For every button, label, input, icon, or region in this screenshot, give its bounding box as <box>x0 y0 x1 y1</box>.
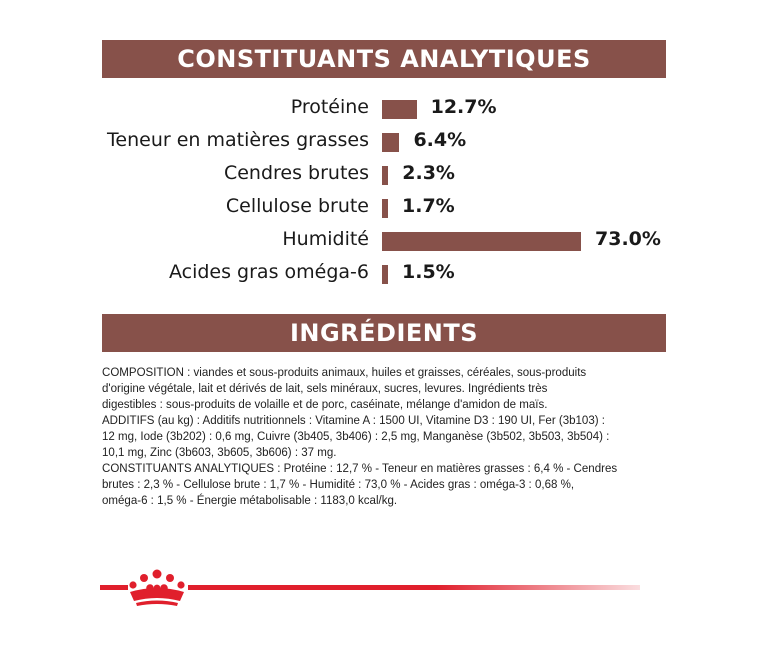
footer-divider-right <box>188 585 640 590</box>
analytics-label: Cellulose brute <box>225 195 369 217</box>
analytics-bar <box>382 100 417 119</box>
analytics-value: 6.4% <box>413 129 467 151</box>
composition-line: digestibles : sous-produits de volaille et de porc, caséinate, mélange d'amidon de maïs. <box>102 397 548 411</box>
analytics-row <box>0 94 778 124</box>
analytics-label: Humidité <box>282 228 369 250</box>
analytics-bar <box>382 265 388 284</box>
analytics-value: 73.0% <box>595 228 661 250</box>
analytics-row <box>0 193 778 223</box>
analytics-value: 1.5% <box>402 261 455 283</box>
analytics-row <box>0 160 778 190</box>
composition-line: brutes : 2,3 % - Cellulose brute : 1,7 % - Humidité : 73,0 % - Acides gras : oméga-3 : 0,68 %, <box>102 477 575 491</box>
analytics-label: Teneur en matières grasses <box>107 129 369 151</box>
analytics-bar <box>382 232 581 251</box>
analytics-row <box>0 259 778 289</box>
analytics-value: 1.7% <box>402 195 455 217</box>
composition-line: COMPOSITION : viandes et sous-produits animaux, huiles et graisses, céréales, sous-produits <box>102 365 587 379</box>
analytics-row <box>0 127 778 157</box>
analytics-value: 2.3% <box>402 162 455 184</box>
analytics-bar <box>382 199 388 218</box>
analytics-value: 12.7% <box>430 96 497 118</box>
composition-line: CONSTITUANTS ANALYTIQUES : Protéine : 12,7 % - Teneur en matières grasses : 6,4 % - Cendres <box>102 461 618 475</box>
analytics-bar <box>382 166 388 185</box>
composition-line: ADDITIFS (au kg) : Additifs nutritionnels : Vitamine A : 1500 UI, Vitamine D3 : 190 UI, Fer (3b103) : <box>102 413 605 427</box>
analytics-banner <box>102 40 666 78</box>
analytics-label: Cendres brutes <box>223 162 369 184</box>
composition-line: d'origine végétale, lait et dérivés de lait, sels minéraux, sucres, levures. Ingrédients très <box>102 381 548 395</box>
ingredients-banner <box>102 314 666 352</box>
composition-line: 10,1 mg, Zinc (3b603, 3b605, 3b606) : 37 mg. <box>102 445 337 459</box>
analytics-bar <box>382 133 399 152</box>
analytics-label: Acides gras oméga-6 <box>168 261 369 283</box>
composition-line: oméga-6 : 1,5 % - Énergie métabolisable : 1183,0 kcal/kg. <box>102 493 398 507</box>
analytics-title: CONSTITUANTS ANALYTIQUES <box>177 45 591 73</box>
analytics-row <box>0 226 778 256</box>
ingredients-title: INGRÉDIENTS <box>289 319 479 347</box>
analytics-label: Protéine <box>290 96 369 118</box>
royal-crown-icon <box>124 568 190 608</box>
composition-line: 12 mg, Iode (3b202) : 0,6 mg, Cuivre (3b405, 3b406) : 2,5 mg, Manganèse (3b502, 3b503, 3b504) : <box>102 429 610 443</box>
composition-text <box>102 364 632 508</box>
